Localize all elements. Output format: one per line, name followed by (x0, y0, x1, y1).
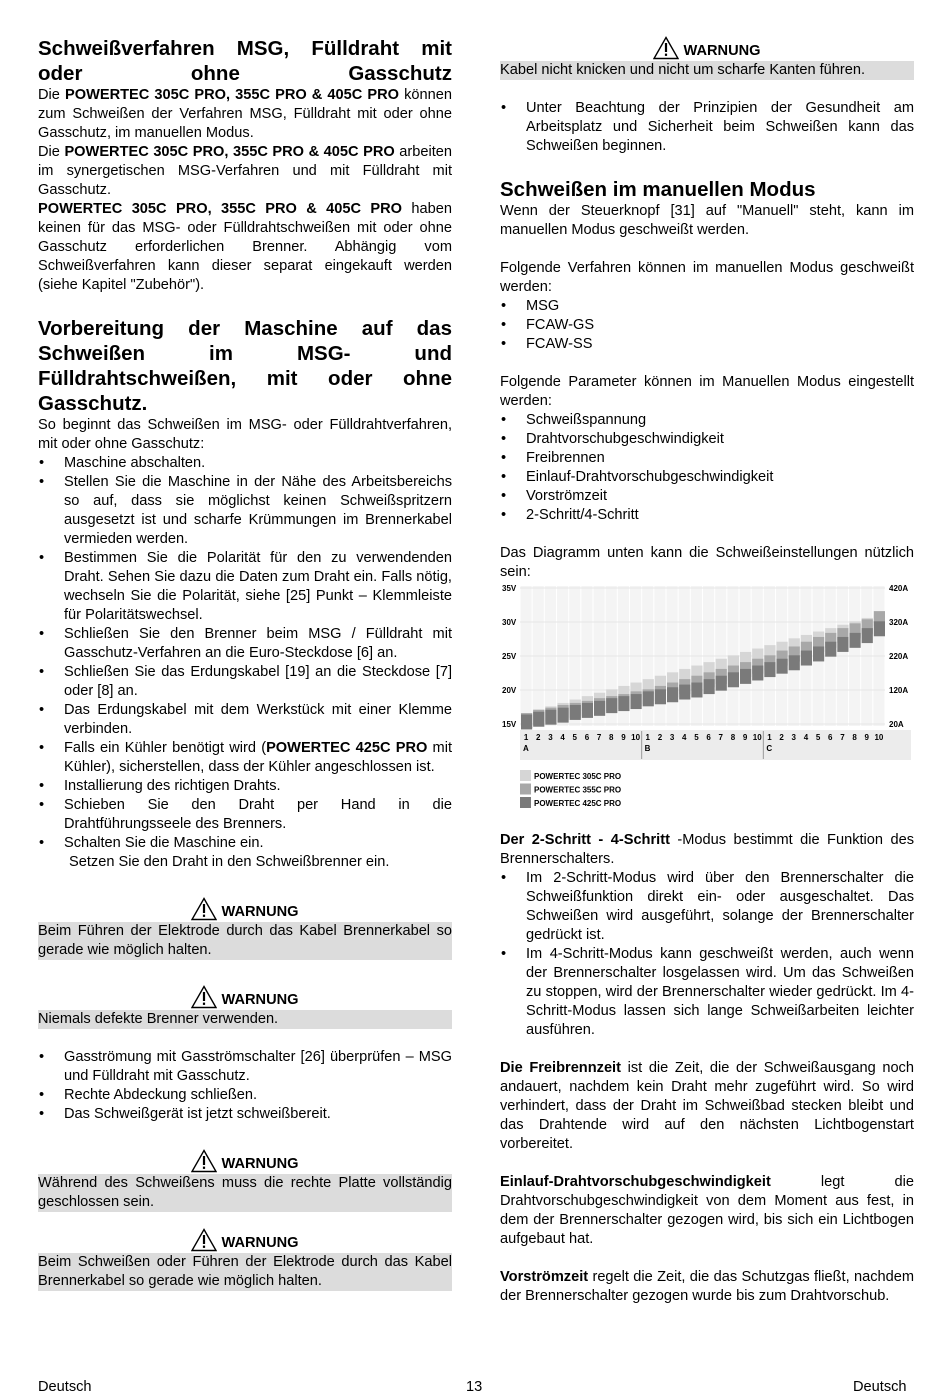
list-item: • Das Schweißgerät ist jetzt schweißbereit. (38, 1105, 452, 1124)
chart-bar (825, 642, 836, 657)
y-axis-label-voltage: 35V (502, 584, 517, 593)
chart-bar (789, 655, 800, 670)
x-axis-tick: 4 (803, 733, 809, 742)
paragraph: Folgende Verfahren können im manuellen Modus geschweißt werden: (500, 260, 914, 295)
list-item: • Schließen Sie das Erdungskabel [19] an die Steckdose [7] oder [8] an. (38, 663, 452, 701)
legend-swatch (520, 770, 531, 781)
warning-box: Beim Führen der Elektrode durch das Kabel Brennerkabel so gerade wie möglich halten. (38, 923, 452, 958)
x-axis-group-label: B (644, 744, 651, 753)
y-axis-label-current: 320A (889, 618, 909, 627)
paragraph-sub: Setzen Sie den Draht in den Schweißbrenner ein. (69, 854, 390, 870)
chart-bar (704, 679, 715, 694)
y-axis-label-current: 220A (889, 652, 909, 661)
x-axis-tick: 10 (631, 733, 641, 742)
warning-box: Während des Schweißens muss die rechte Platte vollständig geschlossen sein. (38, 1175, 452, 1210)
legend-label: POWERTEC 355C PRO (534, 785, 622, 795)
x-axis-tick: 10 (752, 733, 762, 742)
list-item: • Schieben Sie den Draht per Hand in die Drahtführungsseele des Brenners. (38, 796, 452, 834)
y-axis-label-current: 420A (889, 584, 909, 593)
list-item: • FCAW-GS (500, 316, 914, 335)
warning-triangle-icon (191, 897, 217, 921)
x-axis-tick: 5 (694, 733, 699, 742)
x-axis-tick: 2 (657, 733, 663, 742)
x-axis-tick: 1 (523, 733, 529, 742)
x-axis-tick: 6 (584, 733, 590, 742)
x-axis-tick: 5 (572, 733, 577, 742)
warning-heading: WARNUNG (38, 897, 452, 922)
footer-language-right: Deutsch (853, 1379, 907, 1395)
y-axis-label-voltage: 30V (502, 618, 517, 627)
warning-triangle-icon (191, 1149, 217, 1173)
y-axis-label-voltage: 25V (502, 652, 517, 661)
paragraph: Die POWERTEC 305C PRO, 355C PRO & 405C PRO können zum Schweißen der Verfahren MSG, Fülldraht mit oder ohne Gasschutz, im manuellen Modus. (38, 87, 452, 141)
chart-bar (813, 646, 824, 661)
paragraph: Die Freibrennzeit ist die Zeit, die der Schweißausgang noch andauert, nachdem kein Draht mehr zugeführt wird. So wird verhindert, dass der Draht im Schweißbad stecken bleibt und das Drahtende wird auf den nächsten Lichtbogenstart vorbereitet. (500, 1060, 914, 1152)
legend-label: POWERTEC 305C PRO (534, 772, 622, 781)
chart-bar (764, 662, 775, 677)
steps-list (38, 454, 452, 853)
y-axis-label-current: 120A (889, 686, 909, 695)
warning-heading: WARNUNG (38, 1228, 452, 1253)
chart-bar (777, 659, 788, 674)
paragraph: Das Diagramm unten kann die Schweißeinstellungen nützlich sein: (500, 545, 914, 580)
list-item: • Einlauf-Drahtvorschubgeschwindigkeit (500, 468, 914, 487)
warning-triangle-icon (191, 1228, 217, 1252)
chart-bar (740, 669, 751, 684)
warning-heading: WARNUNG (38, 1149, 452, 1174)
chart-bar (582, 703, 593, 718)
paragraph: Einlauf-Drahtvorschubgeschwindigkeit legt die Drahtvorschubgeschwindigkeit von dem Moment aus fest, in dem der Brennerschalter gezogen wird, bis sich ein Lichtbogen aufgebaut hat. (500, 1174, 914, 1247)
warning-triangle-icon (191, 985, 217, 1009)
chart-bar (606, 698, 617, 713)
chart-bar (850, 633, 861, 648)
x-axis-tick: 3 (791, 733, 796, 742)
legend-swatch (520, 784, 531, 795)
y-axis-label-current: 20A (889, 720, 904, 729)
chart-bar (618, 696, 629, 711)
list-item: • Schweißspannung (500, 411, 914, 430)
chart-bar (643, 691, 654, 706)
chart-bar (801, 651, 812, 666)
left-column (38, 36, 452, 1291)
x-axis-tick: 4 (682, 733, 687, 742)
list-item: • Rechte Abdeckung schließen. (38, 1086, 452, 1105)
paragraph: Der 2-Schritt - 4-Schritt -Modus bestimmt die Funktion des Brennerschalters. (500, 832, 915, 867)
paragraph: Vorströmzeit regelt die Zeit, die das Schutzgas fließt, nachdem der Brennerschalter gezogen wurde bis zum Drahtvorschub. (500, 1269, 914, 1304)
chart-bar (570, 705, 581, 720)
section-heading-manual: Schweißen im manuellen Modus (500, 178, 816, 201)
chart-bar (691, 683, 702, 698)
paragraph: Die POWERTEC 305C PRO, 355C PRO & 405C PRO arbeiten im synergetischen MSG-Verfahren und mit Fülldraht mit Gasschutz. (38, 144, 453, 198)
list-item: • Schalten Sie die Maschine ein. (38, 834, 452, 853)
chart-bar (667, 687, 678, 702)
warning-heading: WARNUNG (500, 36, 914, 61)
warning-box: Niemals defekte Brenner verwenden. (38, 1010, 452, 1029)
chart-bar (862, 628, 873, 643)
x-axis-tick: 7 (840, 733, 845, 742)
mode-list (500, 869, 914, 1040)
chart-bar (545, 710, 556, 725)
page-number: 13 (466, 1379, 483, 1395)
list-item: • Vorströmzeit (500, 487, 914, 506)
y-axis-label-voltage: 20V (502, 686, 517, 695)
legend-label: POWERTEC 425C PRO (534, 799, 622, 808)
chart-bar (874, 621, 885, 636)
warning-heading: WARNUNG (38, 985, 452, 1010)
x-axis-tick: 9 (621, 733, 626, 742)
x-axis-tick: 9 (864, 733, 869, 742)
list-item: • Stellen Sie die Maschine in der Nähe des Arbeitsbereichs so auf, dass sie möglichst keinen Schweißspritzern ausgesetzt ist und scharfe Krümmungen im Brennerkabel vermieden werden. (38, 473, 452, 549)
x-axis-tick: 5 (815, 733, 821, 742)
x-axis-tick: 6 (706, 733, 711, 742)
list-item: • Falls ein Kühler benötigt wird (POWERTEC 425C PRO mit Kühler), sicherstellen, dass der Kühler angeschlossen ist. (38, 739, 452, 777)
x-axis-tick: 4 (560, 733, 565, 742)
chart-bar (716, 676, 727, 691)
warning-box: Beim Schweißen oder Führen der Elektrode durch das Kabel Brennerkabel so gerade wie möglich halten. (38, 1254, 452, 1289)
legend-swatch (520, 797, 531, 808)
paragraph: Wenn der Steuerknopf [31] auf "Manuell" steht, kann im manuellen Modus geschweißt werden. (500, 203, 914, 238)
chart-bar (655, 689, 666, 704)
chart-bar (837, 637, 848, 652)
list-item: • Maschine abschalten. (38, 454, 452, 473)
warning-box: Kabel nicht knicken und nicht um scharfe Kanten führen. (500, 61, 914, 80)
x-axis-tick: 3 (548, 733, 553, 742)
chart-bar (728, 672, 739, 687)
chart-bar (594, 701, 605, 716)
list-item: • 2-Schritt/4-Schritt (500, 506, 914, 525)
chart-bar (679, 685, 690, 700)
x-axis-tick: 8 (852, 733, 857, 742)
chart-bar (752, 666, 763, 681)
x-axis-tick: 9 (742, 733, 748, 742)
list-item: • Gasströmung mit Gasströmschalter [26] überprüfen – MSG und Fülldraht mit Gasschutz. (38, 1048, 452, 1086)
list-item: • Bestimmen Sie die Polarität für den zu verwendenden Draht. Sehen Sie dazu die Daten zum Draht ein. Falls nötig, wechseln Sie die Polarität, siehe [25] Punkt – Klemmleiste für Polaritätswechsel. (38, 549, 452, 625)
x-axis-tick: 2 (536, 733, 541, 742)
paragraph: Folgende Parameter können im Manuellen Modus eingestellt werden: (500, 374, 914, 409)
list-item: • Schließen Sie den Brenner beim MSG / Fülldraht mit Gasschutz-Verfahren an die Euro-Steckdose [6] an. (38, 625, 452, 663)
section-heading-msg: Schweißverfahren MSG, Fülldraht mit oder ohne Gasschutz (38, 37, 452, 85)
list-item: • Im 4-Schritt-Modus kann geschweißt werden, auch wenn der Brennerschalter losgelassen wird. Um das Schweißen zu stoppen, wird der Brennerschalter wieder gedrückt. Im 4-Schritt-Modus lassen sich lange Schweißarbeiten leichter ausführen. (500, 945, 914, 1040)
x-axis-tick: 2 (779, 733, 784, 742)
chart-svg (500, 584, 912, 814)
chart-bar (521, 714, 532, 729)
chart-bar (533, 712, 544, 727)
steps-list (38, 1048, 452, 1124)
list-item: • Im 2-Schritt-Modus wird über den Brennerschalter die Schweißfunktion direkt ein- oder ausgeschaltet. Das Schweißen wird ausgeführt, solange der Brennerschalter gedrückt ist. (500, 869, 914, 945)
process-list (500, 297, 914, 354)
x-axis-tick: 7 (718, 733, 723, 742)
parameter-list (500, 411, 914, 525)
warning-triangle-icon (653, 36, 679, 60)
x-axis-tick: 8 (730, 733, 736, 742)
welding-settings-chart (500, 584, 912, 814)
y-axis-label-voltage: 15V (502, 720, 517, 729)
x-axis-tick: 3 (669, 733, 675, 742)
chart-bar (631, 694, 642, 709)
x-axis-tick: 6 (828, 733, 833, 742)
list-item: • Das Erdungskabel mit dem Werkstück mit einer Klemme verbinden. (38, 701, 452, 739)
list-item: • FCAW-SS (500, 335, 914, 354)
list-item: • Freibrennen (500, 449, 914, 468)
paragraph: POWERTEC 305C PRO, 355C PRO & 405C PRO haben keinen für das MSG- oder Fülldrahtschweißen mit oder ohne Gasschutz erforderlichen Brenner. Abhängig vom Schweißverfahren kann dieser separat eingekauft werden (siehe Kapitel "Zubehör"). (38, 201, 452, 293)
x-axis-tick: 1 (645, 733, 650, 742)
right-column (500, 36, 914, 1306)
x-axis-group-label: C (766, 744, 773, 753)
list-item: • MSG (500, 297, 914, 316)
chart-bar (558, 708, 569, 723)
footer-language-left: Deutsch (38, 1379, 92, 1395)
paragraph: So beginnt das Schweißen im MSG- oder Fülldrahtverfahren, mit oder ohne Gasschutz: (38, 417, 452, 452)
x-axis-group-label: A (523, 744, 529, 753)
x-axis-tick: 7 (596, 733, 602, 742)
section-heading-preparation: Vorbereitung der Maschine auf das Schweißen im MSG- und Fülldrahtschweißen, mit oder ohne Gasschutz. (38, 317, 452, 415)
x-axis-tick: 1 (767, 733, 772, 742)
list-item: • Unter Beachtung der Prinzipien der Gesundheit am Arbeitsplatz und Sicherheit beim Schweißen kann das Schweißen beginnen. (500, 99, 914, 156)
x-axis-tick: 10 (874, 733, 884, 742)
x-axis-tick: 8 (609, 733, 614, 742)
bullet-list (500, 99, 914, 156)
list-item: • Drahtvorschubgeschwindigkeit (500, 430, 914, 449)
list-item: • Installierung des richtigen Drahts. (38, 777, 452, 796)
